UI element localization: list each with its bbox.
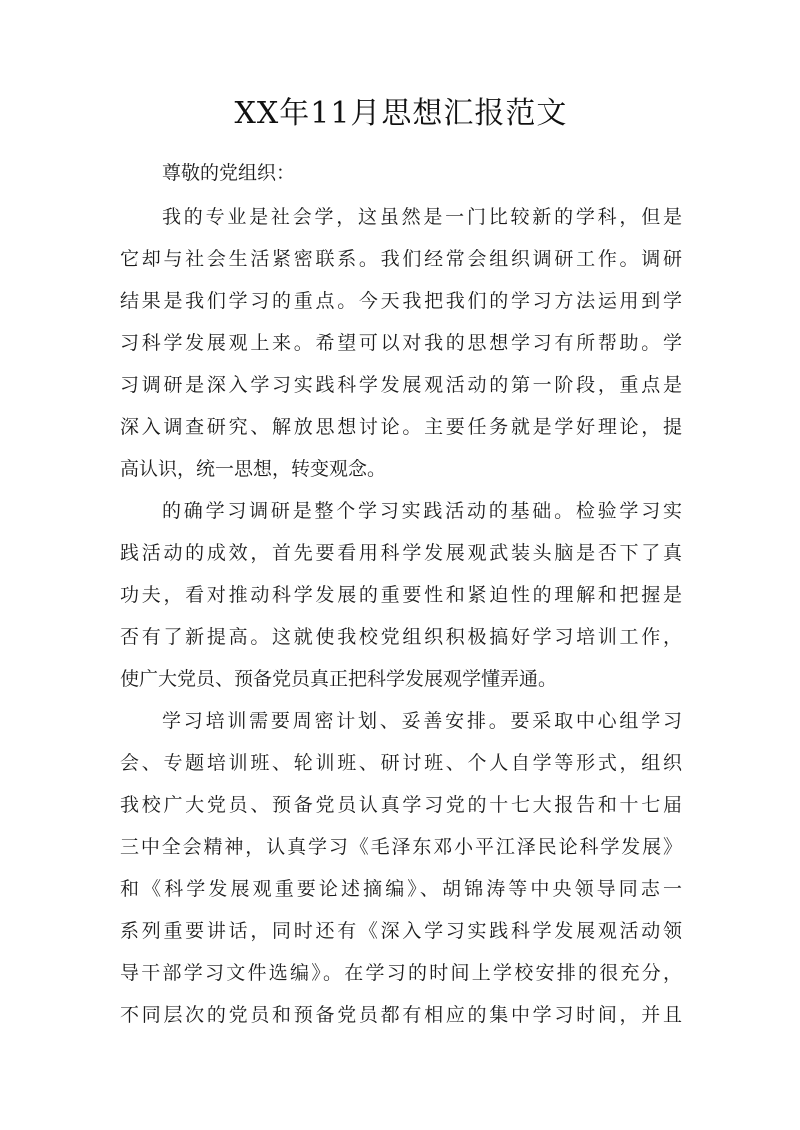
- paragraph-line: 它却与社会生活紧密联系。我们经常会组织调研工作。调研: [120, 248, 682, 270]
- paragraph-line: 功夫，看对推动科学发展的重要性和紧迫性的理解和把握是: [120, 584, 682, 606]
- paragraph-line: 系列重要讲话，同时还有《深入学习实践科学发展观活动领: [120, 920, 682, 942]
- document-title: XX年11月思想汇报范文: [234, 96, 568, 131]
- paragraph-line: 导干部学习文件选编》。在学习的时间上学校安排的很充分，: [120, 962, 682, 984]
- paragraph-1: [120, 196, 682, 490]
- paragraph-line: 结果是我们学习的重点。今天我把我们的学习方法运用到学: [120, 290, 682, 312]
- paragraph-line: 不同层次的党员和预备党员都有相应的集中学习时间，并且: [120, 1004, 682, 1026]
- paragraph-line: 践活动的成效，首先要看用科学发展观武装头脑是否下了真: [120, 542, 682, 564]
- paragraph-line: 我的专业是社会学，这虽然是一门比较新的学科，但是: [162, 206, 682, 228]
- paragraph-line: 会、专题培训班、轮训班、研讨班、个人自学等形式，组织: [120, 752, 682, 774]
- document-page: [120, 92, 682, 1036]
- paragraph-line: 三中全会精神，认真学习《毛泽东邓小平江泽民论科学发展》: [120, 836, 682, 858]
- paragraph-line: 高认识，统一思想，转变观念。: [120, 458, 387, 480]
- paragraph-line: 深入调查研究、解放思想讨论。主要任务就是学好理论，提: [120, 416, 682, 438]
- paragraph-line: 我校广大党员、预备党员认真学习党的十七大报告和十七届: [120, 794, 682, 816]
- paragraph-line: 学习培训需要周密计划、妥善安排。要采取中心组学习: [162, 710, 682, 732]
- paragraph-line: 习科学发展观上来。希望可以对我的思想学习有所帮助。学: [120, 332, 682, 354]
- paragraph-3: [120, 700, 682, 1036]
- paragraph-line: 习调研是深入学习实践科学发展观活动的第一阶段，重点是: [120, 374, 682, 396]
- paragraph-line: 和《科学发展观重要论述摘编》、胡锦涛等中央领导同志一: [120, 878, 682, 900]
- paragraph-line: 使广大党员、预备党员真正把科学发展观学懂弄通。: [120, 668, 558, 690]
- paragraph-2: [120, 490, 682, 700]
- paragraph-line: 的确学习调研是整个学习实践活动的基础。检验学习实: [162, 500, 682, 522]
- salutation: 尊敬的党组织：: [162, 162, 296, 184]
- paragraph-line: 否有了新提高。这就使我校党组织积极搞好学习培训工作，: [120, 626, 682, 648]
